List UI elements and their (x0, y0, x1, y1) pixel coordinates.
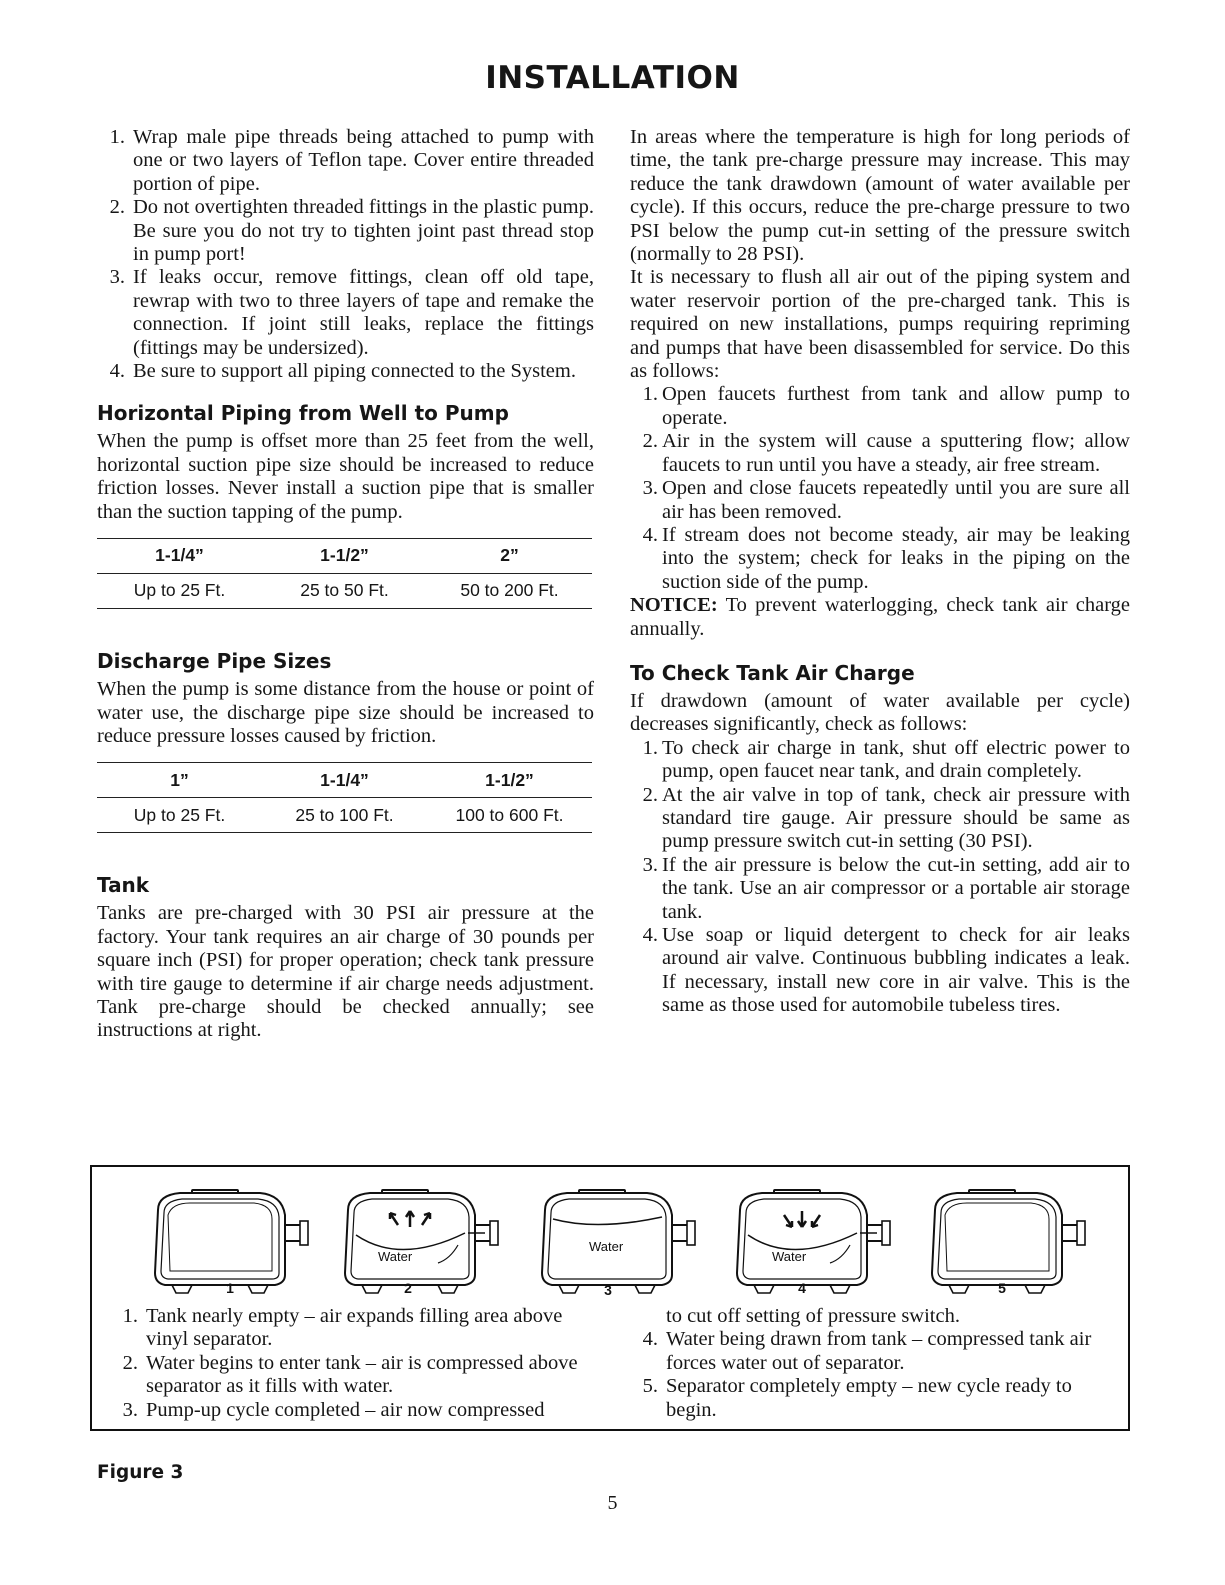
list-item: 2. Water begins to enter tank – air is compressed above separator as it fills with water. (122, 1351, 578, 1398)
tank-1 (155, 1190, 308, 1293)
list-item: 3. If leaks occur, remove fittings, clean off old tape, rewrap with two to three layers of tape and remake the connection. If joint still leaks, replace the fittings (fittings may be undersized). (109, 266, 594, 359)
table-cell: 25 to 100 Ft. (262, 798, 427, 833)
suction-pipe-table (97, 538, 592, 609)
table-cell: 25 to 50 Ft. (262, 574, 427, 609)
list-item: 1. To check air charge in tank, shut off electric power to pump, open faucet near tank, and drain completely. (642, 736, 1130, 783)
water-label: Water (378, 1249, 413, 1264)
page-number: 5 (607, 1492, 618, 1514)
tank-2 (345, 1190, 498, 1293)
tank-number: 3 (604, 1282, 612, 1298)
table-header: 2” (427, 539, 592, 574)
list-item: 4. If stream does not become steady, air may be leaking into the system; check for leaks in the piping on the suction side of the pump. (642, 523, 1130, 593)
table-header: 1-1/2” (262, 539, 427, 574)
tank-number: 5 (998, 1280, 1006, 1296)
tank-diagram (92, 1167, 1127, 1317)
tank-number: 1 (226, 1280, 234, 1296)
tank-heading: Tank (97, 873, 150, 898)
notice-label: NOTICE: (630, 594, 718, 617)
figure-label: Figure 3 (97, 1462, 184, 1483)
list-item: 3. If the air pressure is below the cut-in setting, add air to the tank. Use an air compressor or a portable air storage tank. (642, 853, 1130, 923)
check-steps-list (630, 737, 1130, 1018)
right-column (630, 126, 1130, 1018)
list-item: 1. Tank nearly empty – air expands filling area above vinyl separator. (122, 1305, 563, 1351)
discharge-heading: Discharge Pipe Sizes (97, 649, 332, 674)
list-item: 3. Pump-up cycle completed – air now compressed (122, 1398, 545, 1421)
discharge-pipe-table (97, 762, 592, 833)
tank-4 (737, 1190, 890, 1293)
table-header: 1-1/4” (262, 763, 427, 798)
table-cell: 100 to 600 Ft. (427, 798, 592, 833)
discharge-text: When the pump is some distance from the house or point of water use, the discharge pipe size should be increased to reduce pressure losses caused by friction. (97, 678, 594, 747)
left-column (97, 126, 594, 1043)
table-cell: Up to 25 Ft. (97, 798, 262, 833)
list-item: 2. At the air valve in top of tank, check air pressure with standard tire gauge. Air pressure should be same as pump pressure switch cut-in setting (30 PSI). (642, 783, 1130, 853)
list-item: 2. Air in the system will cause a sputtering flow; allow faucets to run until you have a steady, air free stream. (642, 430, 1130, 476)
pipe-steps-list (97, 126, 594, 383)
tank-number: 2 (404, 1280, 412, 1296)
list-item: 1. Open faucets furthest from tank and allow pump to operate. (642, 383, 1130, 429)
water-label: Water (772, 1249, 807, 1264)
table-cell: Up to 25 Ft. (97, 574, 262, 609)
list-item: to cut off setting of pressure switch. (666, 1305, 960, 1327)
flush-paragraph: It is necessary to flush all air out of the piping system and water reservoir portion of the pre-charged tank. This is required on new installations, pumps requiring repriming and pumps that have been disassembled for service. Do this as follows: (630, 266, 1130, 383)
table-cell: 50 to 200 Ft. (427, 574, 592, 609)
list-item: 4. Water being drawn from tank – compressed tank air forces water out of separator. (642, 1328, 1092, 1374)
tank-text: Tanks are pre-charged with 30 PSI air pressure at the factory. Your tank requires an air charge of 30 pounds per square inch (PSI) for proper operation; check tank pressure with tire gauge to determine if air charge needs adjustment. Tank pre-charge should be checked annually; see instructions at right. (97, 902, 594, 1042)
horizontal-piping-heading: Horizontal Piping from Well to Pump (97, 401, 509, 426)
check-air-heading: To Check Tank Air Charge (630, 660, 915, 685)
tank-number: 4 (798, 1280, 806, 1296)
table-header: 1-1/4” (97, 539, 262, 574)
list-item: 4. Use soap or liquid detergent to check for air leaks around air valve. Continuous bubbling indicates a leak. If necessary, install new core in air valve. This is the same as those used for automobile tubeless tires. (642, 924, 1130, 1017)
table-row (97, 574, 592, 609)
table-row (97, 798, 592, 833)
list-item: 4. Be sure to support all piping connected to the System. (109, 360, 576, 383)
table-header: 1-1/2” (427, 763, 592, 798)
horizontal-piping-text: When the pump is offset more than 25 feet from the well, horizontal suction pipe size should be increased to reduce friction losses. Never install a suction pipe that is smaller than the suction tapping of the pump. (97, 430, 594, 523)
water-label: Water (589, 1239, 624, 1254)
notice: NOTICE: To prevent waterlogging, check tank air charge annually. (630, 594, 1130, 640)
figure-captions-left (110, 1305, 600, 1422)
list-item: 5. Separator completely empty – new cycle ready to begin. (642, 1375, 1072, 1421)
list-item: 1. Wrap male pipe threads being attached to pump with one or two layers of Teflon tape. Cover entire threaded portion of pipe. (109, 126, 594, 195)
page-title: INSTALLATION (485, 60, 740, 96)
tank-5 (932, 1190, 1085, 1293)
tank-cycle-figure (90, 1165, 1130, 1431)
temperature-paragraph: In areas where the temperature is high for long periods of time, the tank pre-charge pressure may increase. This may reduce the tank drawdown (amount of water available per cycle). If this occurs, reduce the pre-charge pressure to two PSI below the pump cut-in setting of the pressure switch (normally to 28 PSI). (630, 126, 1130, 266)
table-header: 1” (97, 763, 262, 798)
list-item: 3. Open and close faucets repeatedly until you are sure all air has been removed. (642, 477, 1130, 523)
list-item: 2. Do not overtighten threaded fittings in the plastic pump. Be sure you do not try to tighten joint past thread stop in pump port! (109, 196, 594, 266)
figure-captions-right (630, 1305, 1120, 1422)
check-air-intro: If drawdown (amount of water available per cycle) decreases significantly, check as follows: (630, 689, 1130, 736)
flush-steps-list (630, 383, 1130, 594)
